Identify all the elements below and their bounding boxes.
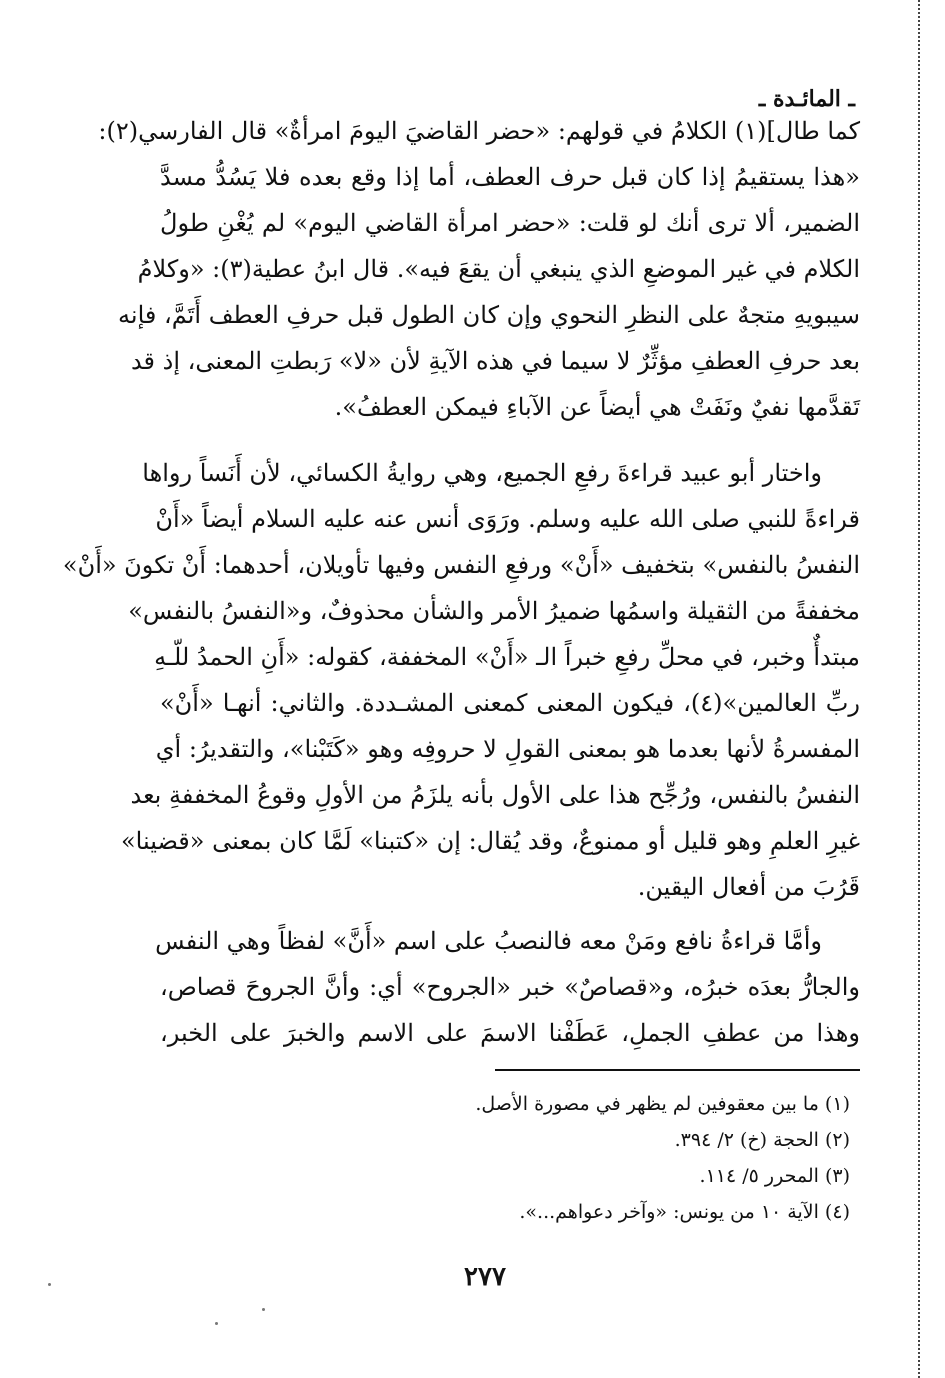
text-line: تَقدَّمها نفيٌ ونَفَتْ هي أيضاً عن الآباءِ فيمكن العطفُ». [334,393,860,421]
footnote-2: (٢) الحجة (خ) ٢/ ٣٩٤. [674,1129,850,1151]
text-line: ربِّ العالمين»(٤)، فيكون المعنى كمعنى المشـددة. والثاني: أنهـا «أَنْ» [160,689,860,717]
text-line: «هذا يستقيمُ إذا كان قبل حرف العطف، أما إذا وقع بعده فلا يَسُدُّ مسدَّ [160,163,860,191]
text-line: مخففةً من الثقيلة واسمُها ضميرُ الأمر والشأن محذوفٌ، و«النفسُ بالنفس» [128,597,860,625]
footnotes [250,1086,850,1230]
footnote-4: (٤) الآية ١٠ من يونس: «وآخر دعواهم...». [519,1201,850,1223]
page-edge-dotted-line [918,0,920,1378]
text-line: الكلام في غير الموضعِ الذي ينبغي أن يقعَ فيه». قال ابنُ عطية(٣): «وكلامُ [137,255,860,283]
text-line: قراءةً للنبي صلى الله عليه وسلم. ورَوَى أنس عنه عليه السلام أيضاً «أَنْ [155,505,860,533]
scan-speck [262,1308,265,1311]
text-line: واختار أبو عبيد قراءةَ رفعِ الجميع، وهي روايةُ الكسائي، لأن أَنَساً رواها [142,459,822,487]
paragraph-3 [155,918,860,1056]
paragraph-2 [62,450,860,910]
running-header: ـ المائـدة ـ [758,86,855,112]
text-line: الضمير، ألا ترى أنك لو قلت: «حضر امرأة القاضي اليوم» لم يُغْنِ طولُ [160,209,860,237]
footnote-3: (٣) المحرر ٥/ ١١٤. [699,1165,850,1187]
text-line: النفسُ بالنفس، ورُجِّح هذا على الأول بأنه يلزَمُ من الأولِ وقوعُ المخففةِ بعد [130,781,860,809]
text-line: بعد حرفِ العطفِ مؤثِّرٌ لا سيما في هذه الآيةِ لأن «لا» رَبطتِ المعنى، إذ قد [130,347,860,375]
text-line: والجارُّ بعدَه خبرُه، و«قصاصٌ» خبر «الجروح» أي: وأنَّ الجروحَ قصاص، [160,973,860,1001]
text-line: المفسرةُ لأنها بعدما هو بمعنى القولِ لا حروفِه وهو «كَتَبْنا»، والتقديرُ: أي [155,735,860,763]
footnote-separator [495,1069,860,1071]
text-line: مبتدأٌ وخبر، في محلِّ رفعِ خبراً الـ «أَنْ» المخففة، كقوله: «أَنِ الحمدُ للّـهِ [154,643,860,671]
scan-speck [215,1322,218,1325]
scan-speck [48,1283,51,1286]
page-number: ٢٧٧ [464,1262,506,1292]
text-line: غيرِ العلمِ وهو قليل أو ممنوعٌ، وقد يُقال: إن «كتبنا» لَمَّا كان بمعنى «قضينا» [121,827,860,855]
text-line: وأمَّا قراءةُ نافع ومَنْ معه فالنصبُ على اسم «أَنَّ» لفظاً وهي النفس [155,927,822,955]
text-line: سيبويهِ متجهٌ على النظرِ النحوي وإن كان الطول قبل حرفِ العطف أَتَمَّ، فإنه [118,301,860,329]
text-line: كما طال](١) الكلامُ في قولهم: «حضر القاضيَ اليومَ امرأةٌ» قال الفارسي(٢): [98,117,860,145]
text-line: قَرُبَ من أفعال اليقين. [637,873,860,901]
text-line: وهذا من عطفِ الجملِ، عَطَفْنا الاسمَ على الاسم والخبرَ على الخبر، [160,1019,860,1047]
footnote-1: (١) ما بين معقوفين لم يظهر في مصورة الأصل. [475,1093,850,1115]
text-line: النفسُ بالنفس» بتخفيف «أَنْ» ورفعِ النفس وفيها تأويلان، أحدهما: أَنْ تكونَ «أَنْ» [62,551,860,579]
paragraph-1 [98,108,860,430]
